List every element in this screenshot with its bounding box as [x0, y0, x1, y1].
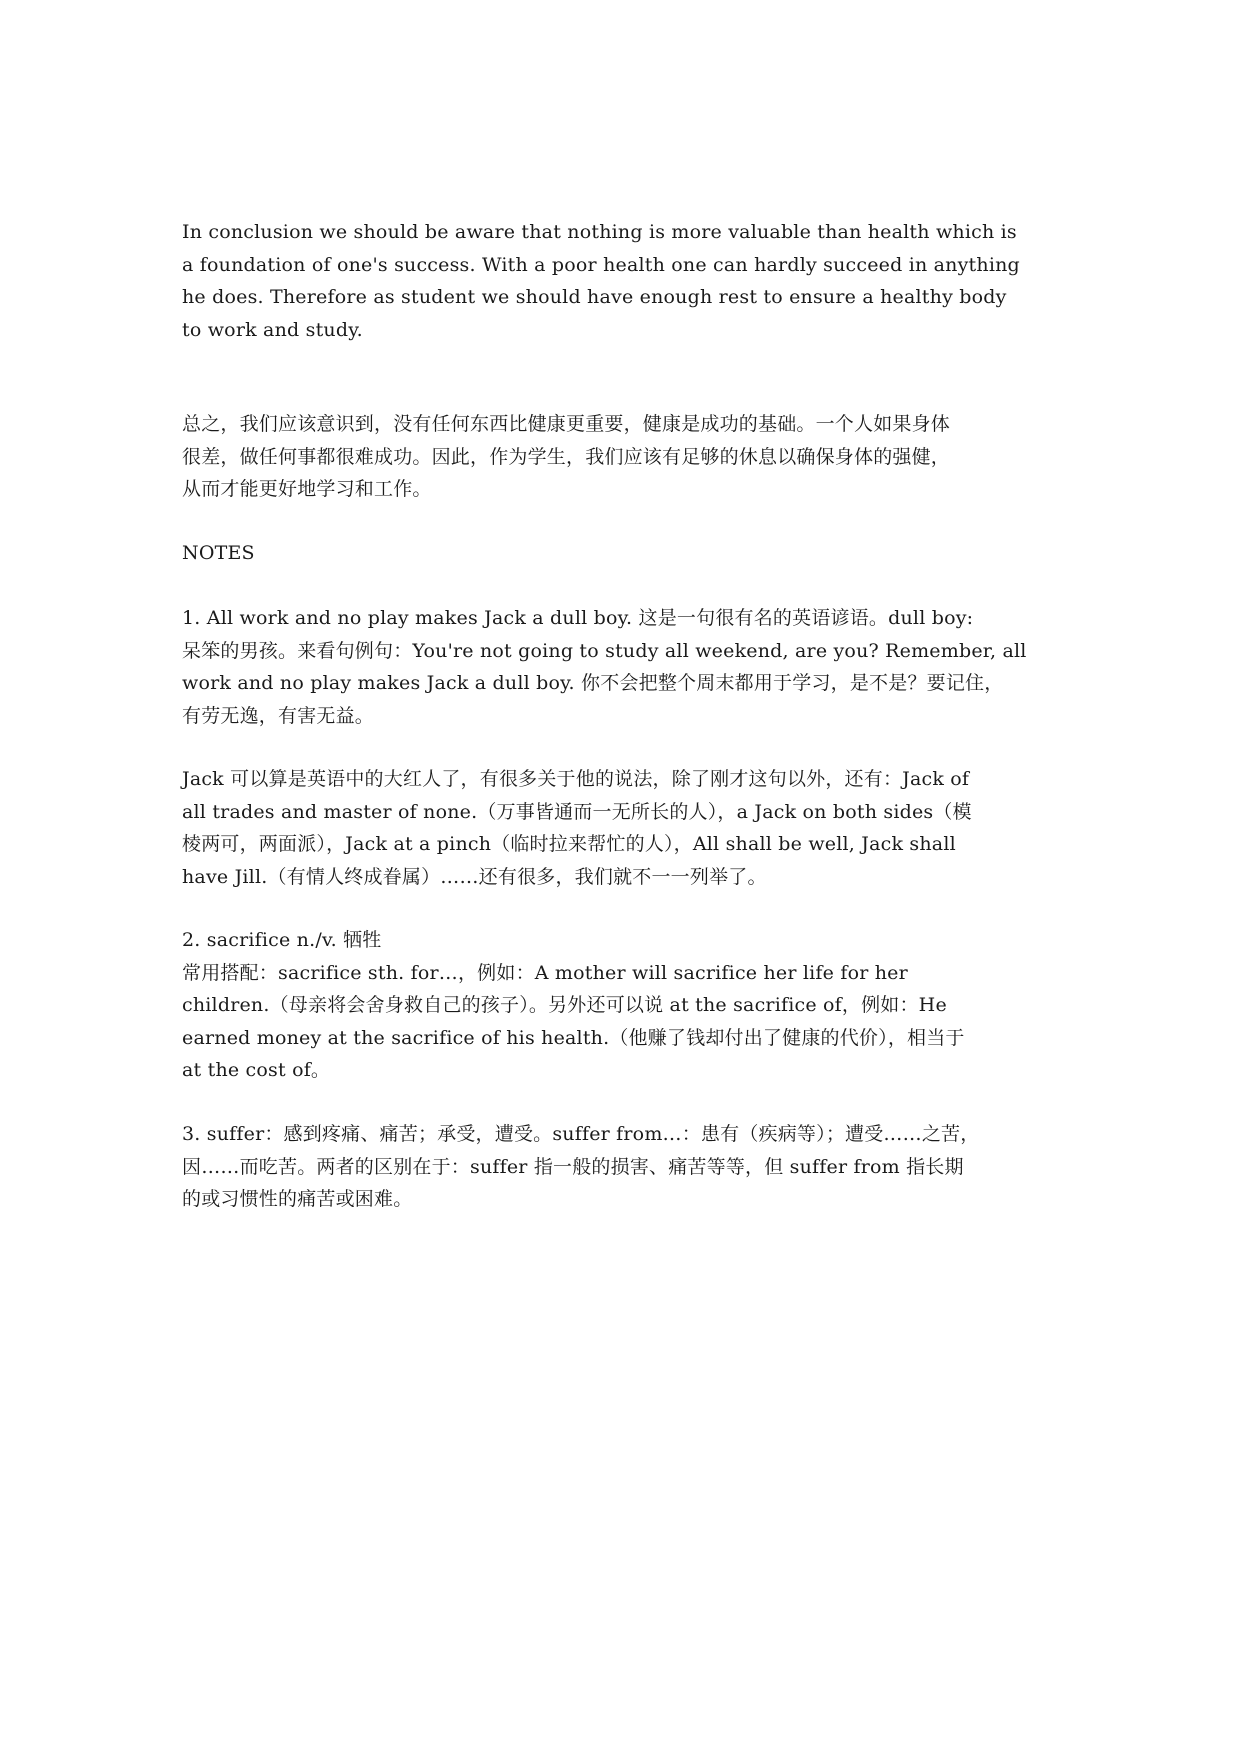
conclusion-english-paragraph: [182, 216, 1102, 346]
text-line: 2. sacrifice n./v. 牺牲: [182, 929, 382, 951]
text-line: all trades and master of none.（万事皆通而一无所长的人），a Jack on both sides（模: [182, 800, 972, 823]
note-3-paragraph: [182, 1118, 1102, 1216]
text-line: 从而才能更好地学习和工作。: [182, 478, 432, 500]
note-1-paragraph: [182, 602, 1102, 732]
text-line: In conclusion we should be aware that nothing is more valuable than health which is: [182, 221, 1017, 243]
notes-heading: [182, 537, 1102, 570]
text-line: Jack 可以算是英语中的大红人了，有很多关于他的说法，除了刚才这句以外，还有：Jack of: [182, 768, 970, 790]
text-line: earned money at the sacrifice of his health.（他赚了钱却付出了健康的代价），相当于: [182, 1026, 965, 1049]
text-line: 呆笨的男孩。来看句例句：You're not going to study all weekend, are you? Remember, all: [182, 639, 1027, 662]
note-1-jack-paragraph: [182, 763, 1102, 893]
text-line: 棱两可，两面派），Jack at a pinch（临时拉来帮忙的人），All shall be well, Jack shall: [182, 833, 956, 855]
text-line: children.（母亲将会舍身救自己的孩子）。另外还可以说 at the sacrifice of，例如：He: [182, 994, 947, 1016]
text-line: 1. All work and no play makes Jack a dull boy. 这是一句很有名的英语谚语。dull boy:: [182, 607, 974, 629]
text-line: 因……而吃苦。两者的区别在于：suffer 指一般的损害、痛苦等等，但 suffer from 指长期: [182, 1155, 964, 1178]
conclusion-chinese-paragraph: [182, 408, 1102, 506]
text-line: 很差，做任何事都很难成功。因此，作为学生，我们应该有足够的休息以确保身体的强健，: [182, 445, 951, 468]
text-line: have Jill.（有情人终成眷属）……还有很多，我们就不一一列举了。: [182, 865, 767, 888]
text-line: at the cost of。: [182, 1059, 331, 1081]
text-line: he does. Therefore as student we should have enough rest to ensure a healthy body: [182, 286, 1007, 308]
text-line: 3. suffer：感到疼痛、痛苦；承受，遭受。suffer from…：患有（疾病等）；遭受……之苦，: [182, 1123, 980, 1145]
text-line: 的或习惯性的痛苦或困难。: [182, 1188, 413, 1210]
text-line: work and no play makes Jack a dull boy. 你不会把整个周末都用于学习，是不是？要记住，: [182, 672, 1004, 694]
text-line: a foundation of one's success. With a poor health one can hardly succeed in anything: [182, 253, 1020, 276]
text-line: 常用搭配：sacrifice sth. for…，例如：A mother will sacrifice her life for her: [182, 961, 908, 984]
text-line: to work and study.: [182, 318, 363, 341]
notes-heading-text: NOTES: [182, 542, 255, 564]
text-line: 有劳无逸，有害无益。: [182, 704, 375, 727]
note-2-paragraph: [182, 924, 1102, 1087]
text-line: 总之，我们应该意识到，没有任何东西比健康更重要，健康是成功的基础。一个人如果身体: [182, 413, 951, 435]
